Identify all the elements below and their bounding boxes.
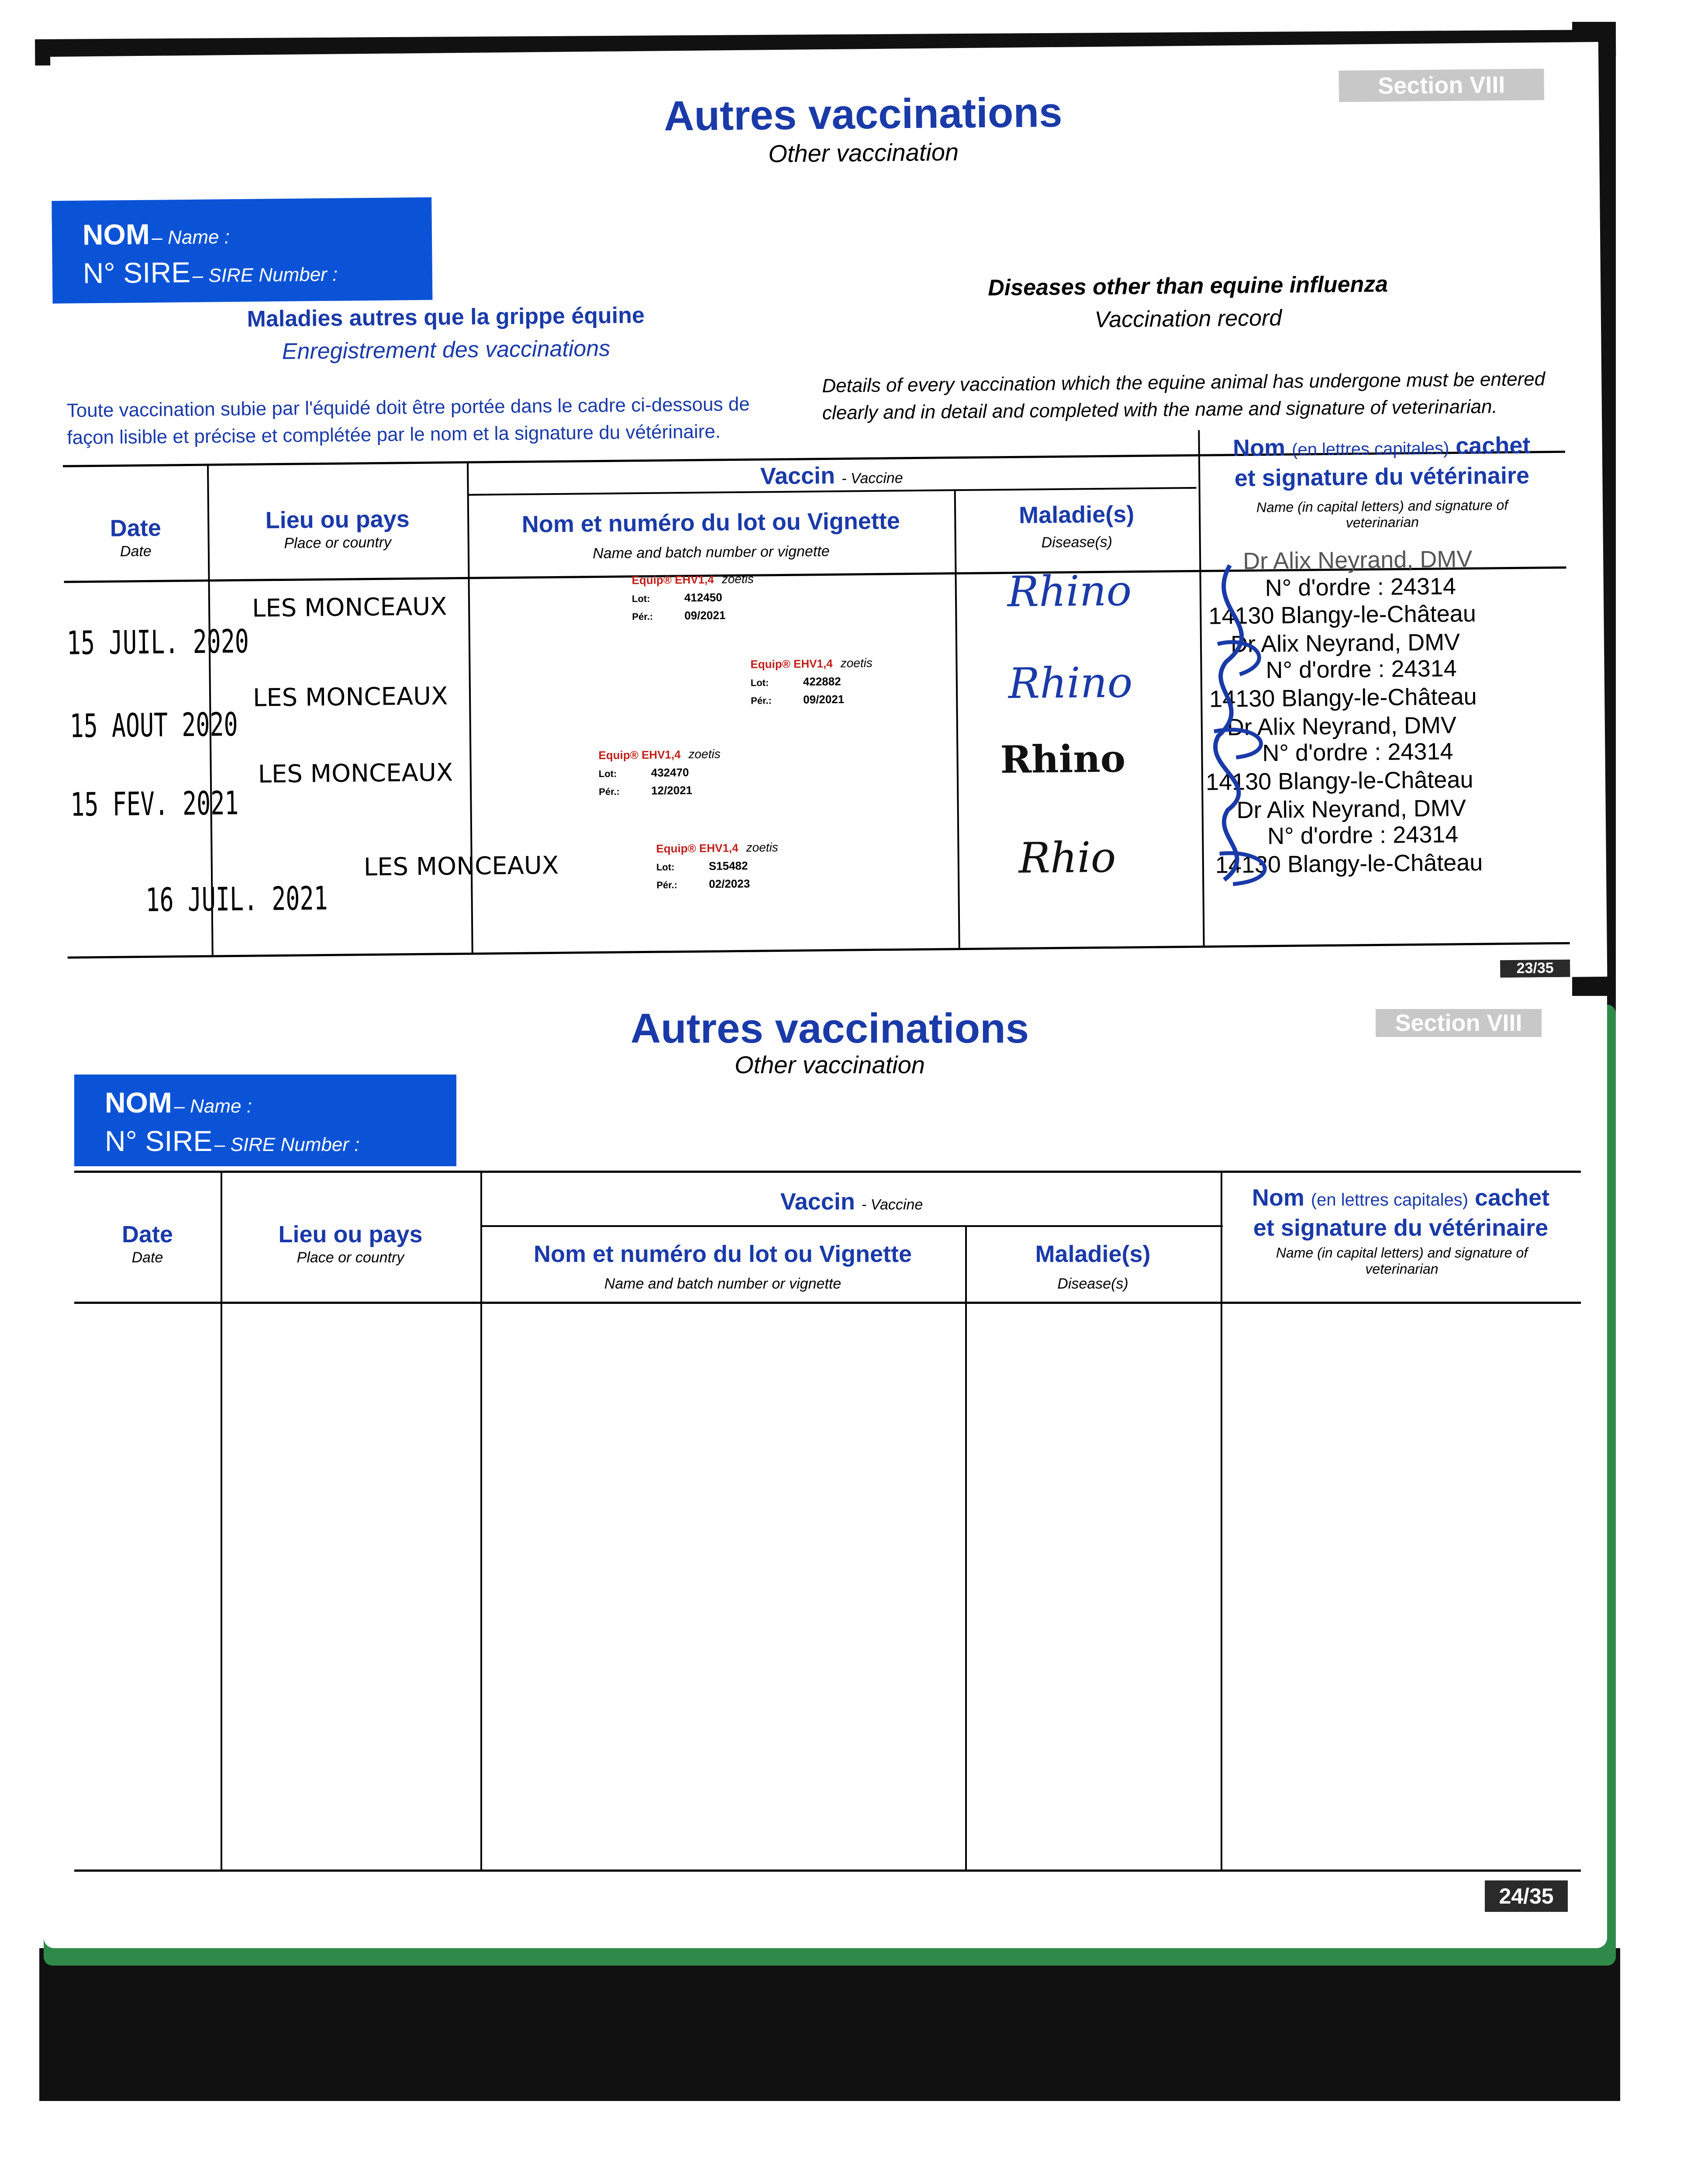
- header-vaccine: [480, 1188, 1223, 1215]
- record-4-brand: Equip® EHV1,4: [656, 841, 738, 855]
- page-number: 24/35: [1485, 1880, 1568, 1912]
- header-vet-signature: et signature du vétérinaire: [1234, 462, 1530, 492]
- header-vet: [1221, 1184, 1581, 1242]
- record-3-disease: Rhino: [1000, 736, 1126, 782]
- vet-stamp-line: 14130 Blangy-le-Château: [1215, 849, 1483, 878]
- record-3-exp: 12/2021: [651, 783, 693, 797]
- header-vet-cachet: cachet: [1455, 432, 1531, 460]
- sire-label-en: – SIRE Number :: [192, 263, 338, 287]
- col-divider-4: [1221, 1171, 1222, 1870]
- page-title: Autres vaccinations: [663, 89, 1063, 140]
- en-subheading: Vaccination record: [1094, 305, 1282, 333]
- record-2-disease: Rhino: [1008, 658, 1133, 708]
- nom-label-en: – Name :: [152, 226, 230, 249]
- header-disease-en: Disease(s): [1041, 533, 1113, 551]
- fr-subheading: Enregistrement des vaccinations: [282, 335, 611, 364]
- table-bottom-rule: [74, 1870, 1581, 1872]
- header-vet-en: Name (in capital letters) and signature of veterinarian: [1256, 497, 1508, 531]
- header-batch: Nom et numéro du lot ou Vignette: [533, 1241, 912, 1267]
- vet-stamp-line: Dr Alix Neyrand, DMV: [1242, 546, 1473, 574]
- record-2-exp-label: Pér.:: [751, 695, 772, 706]
- header-date-en: Date: [120, 543, 152, 560]
- nom-label: NOM: [82, 218, 150, 251]
- record-4-vignette: [656, 840, 778, 892]
- record-1-vignette: [631, 572, 754, 623]
- record-2-date: 15 AOUT 2020: [69, 705, 238, 745]
- header-vet: [1198, 431, 1565, 493]
- vet-stamp-line: 14130 Blangy-le-Château: [1209, 683, 1477, 712]
- section-badge: Section VIII: [1376, 1009, 1542, 1037]
- header-date: Date: [121, 1221, 173, 1248]
- record-1-place: LES MONCEAUX: [252, 592, 447, 623]
- vet-stamp-line: Dr Alix Neyrand, DMV: [1230, 629, 1460, 658]
- section-badge: Section VIII: [1339, 69, 1544, 102]
- header-batch: Nom et numéro du lot ou Vignette: [521, 508, 900, 538]
- page-subtitle: Other vaccination: [735, 1051, 925, 1078]
- header-vaccine: [467, 459, 1197, 493]
- vet-stamp-line: 14130 Blangy-le-Château: [1205, 766, 1473, 795]
- record-3-exp-label: Pér.:: [599, 786, 620, 798]
- header-vet-caps: (en lettres capitales): [1291, 439, 1449, 460]
- vet-stamp-line: Dr Alix Neyrand, DMV: [1236, 795, 1466, 824]
- table-top-rule: [74, 1171, 1581, 1173]
- vet-stamp-line: Dr Alix Neyrand, DMV: [1227, 712, 1457, 741]
- page-24: [44, 996, 1607, 1948]
- nom-label: NOM: [105, 1086, 172, 1119]
- page-title: Autres vaccinations: [630, 1005, 1029, 1052]
- record-2-maker: zoetis: [840, 656, 873, 670]
- header-disease-en: Disease(s): [1057, 1275, 1128, 1292]
- header-disease: Maladie(s): [1035, 1241, 1151, 1267]
- scan-dark-bottom: [39, 1948, 1620, 2101]
- record-2-lot: 422882: [803, 674, 841, 688]
- record-1-disease: Rhino: [1007, 566, 1132, 617]
- table-bottom-rule: [68, 942, 1570, 959]
- col-divider-1: [221, 1171, 222, 1870]
- record-3-maker: zoetis: [688, 747, 721, 761]
- page-subtitle: Other vaccination: [768, 138, 959, 168]
- record-1-exp-label: Pér.:: [632, 611, 653, 622]
- record-3-lot: 432470: [651, 766, 689, 779]
- record-4-exp: 02/2023: [709, 877, 750, 891]
- page-number: 23/35: [1500, 960, 1570, 978]
- header-date-en: Date: [131, 1249, 163, 1266]
- header-vet-nom: Nom: [1252, 1185, 1304, 1211]
- header-vet-en: Name (in capital letters) and signature of veterinarian: [1276, 1245, 1528, 1277]
- record-3-date: 15 FEV. 2021: [70, 784, 239, 824]
- record-1-lot: 412450: [684, 591, 722, 605]
- record-4-lot: S15482: [708, 859, 748, 873]
- record-4-maker: zoetis: [746, 840, 778, 854]
- record-1-date: 15 JUIL. 2020: [66, 622, 249, 662]
- record-4-disease: Rhio: [1018, 833, 1116, 883]
- fr-instructions: Toute vaccination subie par l'équidé doit être portée dans le cadre ci-dessous de façon lisible et précise et complétée par le nom et la signature du vétérinaire.: [66, 393, 750, 449]
- col-divider-3: [954, 489, 960, 948]
- header-place-en: Place or country: [284, 534, 392, 552]
- name-sire-box: [52, 197, 432, 304]
- page-23: [50, 42, 1607, 992]
- en-heading: Diseases other than equine influenza: [987, 271, 1388, 301]
- record-2-brand: Equip® EHV1,4: [750, 657, 833, 671]
- header-disease: Maladie(s): [1018, 501, 1135, 529]
- header-vaccine-en: - Vaccine: [861, 1196, 923, 1213]
- record-1-maker: zoetis: [721, 572, 754, 586]
- vet-signature: [1199, 547, 1342, 898]
- header-vet-cachet: cachet: [1475, 1185, 1550, 1211]
- header-vet-nom: Nom: [1232, 434, 1286, 462]
- fr-heading: Maladies autres que la grippe équine: [247, 302, 645, 332]
- record-2-vignette: [750, 656, 873, 707]
- en-instructions: Details of every vaccination which the equine animal has undergone must be entered clearly and in detail and completed with the name and signature of veterinarian.: [822, 368, 1546, 424]
- record-4-place: LES MONCEAUX: [363, 851, 559, 882]
- record-2-lot-label: Lot:: [750, 677, 769, 688]
- sire-label: N° SIRE: [105, 1125, 213, 1157]
- header-vaccine-fr: Vaccin: [780, 1189, 855, 1215]
- vaccine-group-rule: [480, 1225, 1223, 1227]
- header-vaccine-fr: Vaccin: [760, 462, 835, 490]
- record-4-exp-label: Pér.:: [656, 879, 678, 891]
- header-bottom-rule: [74, 1302, 1581, 1304]
- record-4-lot-label: Lot:: [656, 861, 675, 873]
- record-1-exp: 09/2021: [684, 608, 726, 622]
- record-3-place: LES MONCEAUX: [258, 758, 453, 789]
- record-1-lot-label: Lot:: [631, 593, 650, 605]
- sire-label-en: – SIRE Number :: [214, 1134, 360, 1155]
- header-place-en: Place or country: [297, 1249, 404, 1266]
- name-sire-box: [74, 1075, 456, 1166]
- sire-label: N° SIRE: [83, 256, 191, 290]
- vet-stamp-line: N° d'ordre : 24314: [1262, 738, 1453, 767]
- record-1-brand: Equip® EHV1,4: [631, 573, 714, 587]
- header-date: Date: [110, 515, 162, 542]
- header-batch-en: Name and batch number or vignette: [593, 543, 830, 562]
- header-vet-signature: et signature du vétérinaire: [1253, 1215, 1549, 1241]
- header-place: Lieu ou pays: [265, 506, 410, 534]
- record-3-vignette: [598, 747, 721, 798]
- header-vaccine-en: - Vaccine: [841, 470, 903, 487]
- record-2-place: LES MONCEAUX: [252, 682, 448, 712]
- vet-stamp-line: N° d'ordre : 24314: [1266, 655, 1457, 684]
- vet-stamp-line: 14130 Blangy-le-Château: [1208, 600, 1477, 629]
- nom-label-en: – Name :: [174, 1095, 252, 1117]
- record-2-exp: 09/2021: [803, 692, 845, 706]
- record-3-brand: Equip® EHV1,4: [598, 748, 681, 762]
- vet-stamp-line: N° d'ordre : 24314: [1265, 573, 1456, 601]
- header-place: Lieu ou pays: [278, 1221, 423, 1248]
- header-batch-en: Name and batch number or vignette: [604, 1275, 842, 1292]
- header-vet-caps: (en lettres capitales): [1311, 1190, 1469, 1209]
- vet-stamp-line: N° d'ordre : 24314: [1267, 821, 1459, 850]
- record-4-date: 16 JUIL. 2021: [145, 879, 328, 919]
- col-divider-3: [965, 1225, 967, 1870]
- record-3-lot-label: Lot:: [598, 768, 617, 780]
